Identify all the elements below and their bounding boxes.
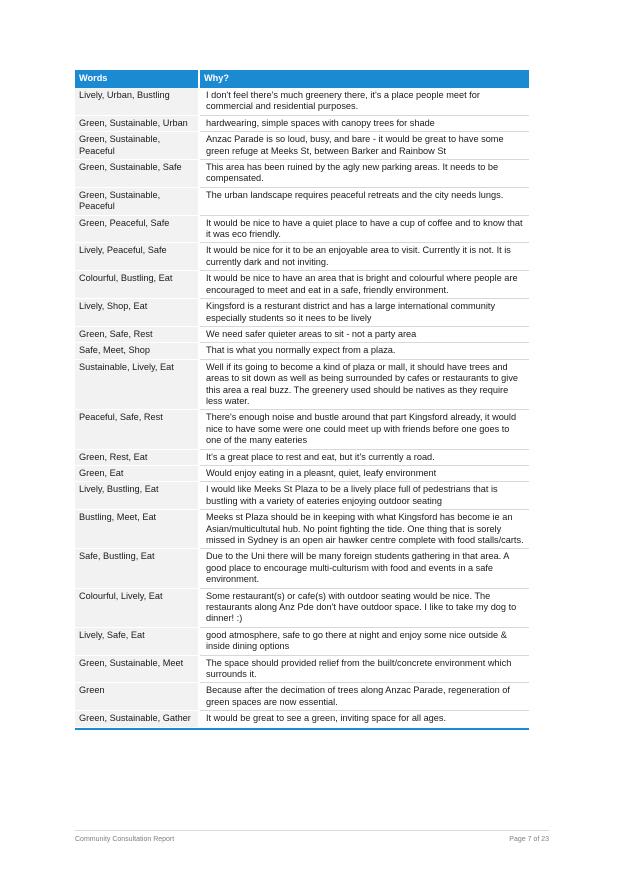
table-row [75, 549, 529, 588]
table-row [75, 449, 529, 465]
words-cell: Peaceful, Safe, Rest [75, 410, 199, 449]
table-row [75, 683, 529, 711]
words-cell: Safe, Bustling, Eat [75, 549, 199, 588]
header-why: Why? [199, 70, 529, 88]
why-cell: This area has been ruined by the agly new parking areas. It needs to be compensated. [199, 160, 529, 188]
why-cell: Would enjoy eating in a pleasnt, quiet, leafy environment [199, 465, 529, 481]
words-cell: Lively, Peaceful, Safe [75, 243, 199, 271]
table-row [75, 299, 529, 327]
table-header-row [75, 70, 529, 88]
consultation-table [75, 70, 529, 728]
footer-rule [75, 830, 549, 831]
words-cell: Colourful, Lively, Eat [75, 588, 199, 627]
words-cell: Lively, Urban, Bustling [75, 88, 199, 115]
why-cell: Meeks st Plaza should be in keeping with what Kingsford has become ie an Asian/multicultutal hub. No point fighting the tide. One thing that is sorely missed in Sydney is an open air hawker centre complete with food stalls/carts. [199, 510, 529, 549]
table-row [75, 160, 529, 188]
words-cell: Green, Sustainable, Peaceful [75, 187, 199, 215]
why-cell: good atmosphere, safe to go there at night and enjoy some nice outside & inside dining options [199, 627, 529, 655]
why-cell: The urban landscape requires peaceful retreats and the city needs lungs. [199, 187, 529, 215]
why-cell: It would be nice to have a quiet place to have a cup of coffee and to know that it was eco friendly. [199, 215, 529, 243]
words-cell: Green, Sustainable, Urban [75, 115, 199, 131]
why-cell: There's enough noise and bustle around that part Kingsford already, it would nice to have some were one could meet up with friends before one goes to one of the many eateries [199, 410, 529, 449]
table-row [75, 132, 529, 160]
header-words: Words [75, 70, 199, 88]
table-row [75, 343, 529, 359]
table-row [75, 115, 529, 131]
words-cell: Green, Eat [75, 465, 199, 481]
why-cell: We need safer quieter areas to sit - not a party area [199, 326, 529, 342]
table-row [75, 215, 529, 243]
table-row [75, 410, 529, 449]
footer-page-number: Page 7 of 23 [509, 836, 549, 843]
table-row [75, 510, 529, 549]
table-row [75, 243, 529, 271]
why-cell: It would be nice for it to be an enjoyable area to visit. Currently it is not. It is currently dark and not inviting. [199, 243, 529, 271]
table-body [75, 88, 529, 727]
why-cell: That is what you normally expect from a plaza. [199, 343, 529, 359]
table-row [75, 271, 529, 299]
why-cell: It would be nice to have an area that is bright and colourful where people are encouraged to meet and eat in a safe, friendly environment. [199, 271, 529, 299]
words-cell: Green, Rest, Eat [75, 449, 199, 465]
table-bottom-rule [75, 728, 529, 730]
why-cell: Anzac Parade is so loud, busy, and bare - it would be great to have some green refuge at Meeks St, between Barker and Rainbow St [199, 132, 529, 160]
table-row [75, 359, 529, 410]
words-cell: Safe, Meet, Shop [75, 343, 199, 359]
words-cell: Green, Sustainable, Safe [75, 160, 199, 188]
words-cell: Lively, Safe, Eat [75, 627, 199, 655]
table-row [75, 187, 529, 215]
table-row [75, 627, 529, 655]
words-cell: Green, Safe, Rest [75, 326, 199, 342]
why-cell: Some restaurant(s) or cafe(s) with outdoor seating would be nice. The restaurants along Anz Pde don't have outdoor space. I like to take my dog to dinner! :) [199, 588, 529, 627]
words-cell: Green, Sustainable, Meet [75, 655, 199, 683]
why-cell: I would like Meeks St Plaza to be a lively place full of pedestrians that is bustling with a variety of eateries enjoying outdoor seating [199, 482, 529, 510]
why-cell: I don't feel there's much greenery there, it's a place people meet for commercial and residential purposes. [199, 88, 529, 115]
why-cell: It's a great place to rest and eat, but it's currently a road. [199, 449, 529, 465]
table-row [75, 711, 529, 727]
footer-report-title: Community Consultation Report [75, 836, 175, 843]
words-cell: Lively, Bustling, Eat [75, 482, 199, 510]
words-cell: Lively, Shop, Eat [75, 299, 199, 327]
words-cell: Green, Peaceful, Safe [75, 215, 199, 243]
why-cell: Well if its going to become a kind of plaza or mall, it should have trees and areas to sit down as well as being surrounded by cafes or restaurants to give this area a real buzz. The greenery used should be natives as they require less water. [199, 359, 529, 410]
table-row [75, 588, 529, 627]
words-cell: Colourful, Bustling, Eat [75, 271, 199, 299]
table-row [75, 326, 529, 342]
table-row [75, 482, 529, 510]
why-cell: Kingsford is a resturant district and has a large international community especially students so it nees to be lively [199, 299, 529, 327]
table-row [75, 655, 529, 683]
why-cell: hardwearing, simple spaces with canopy trees for shade [199, 115, 529, 131]
words-cell: Bustling, Meet, Eat [75, 510, 199, 549]
why-cell: The space should provided relief from the built/concrete environment which surrounds it. [199, 655, 529, 683]
words-cell: Green, Sustainable, Gather [75, 711, 199, 727]
why-cell: Due to the Uni there will be many foreign students gathering in that area. A good place to encourage multi-culturism with food and events in a safe environment. [199, 549, 529, 588]
table-row [75, 465, 529, 481]
words-cell: Green [75, 683, 199, 711]
words-cell: Sustainable, Lively, Eat [75, 359, 199, 410]
words-cell: Green, Sustainable, Peaceful [75, 132, 199, 160]
table-row [75, 88, 529, 115]
why-cell: Because after the decimation of trees along Anzac Parade, regeneration of green spaces are now essential. [199, 683, 529, 711]
why-cell: It would be great to see a green, inviting space for all ages. [206, 713, 447, 724]
